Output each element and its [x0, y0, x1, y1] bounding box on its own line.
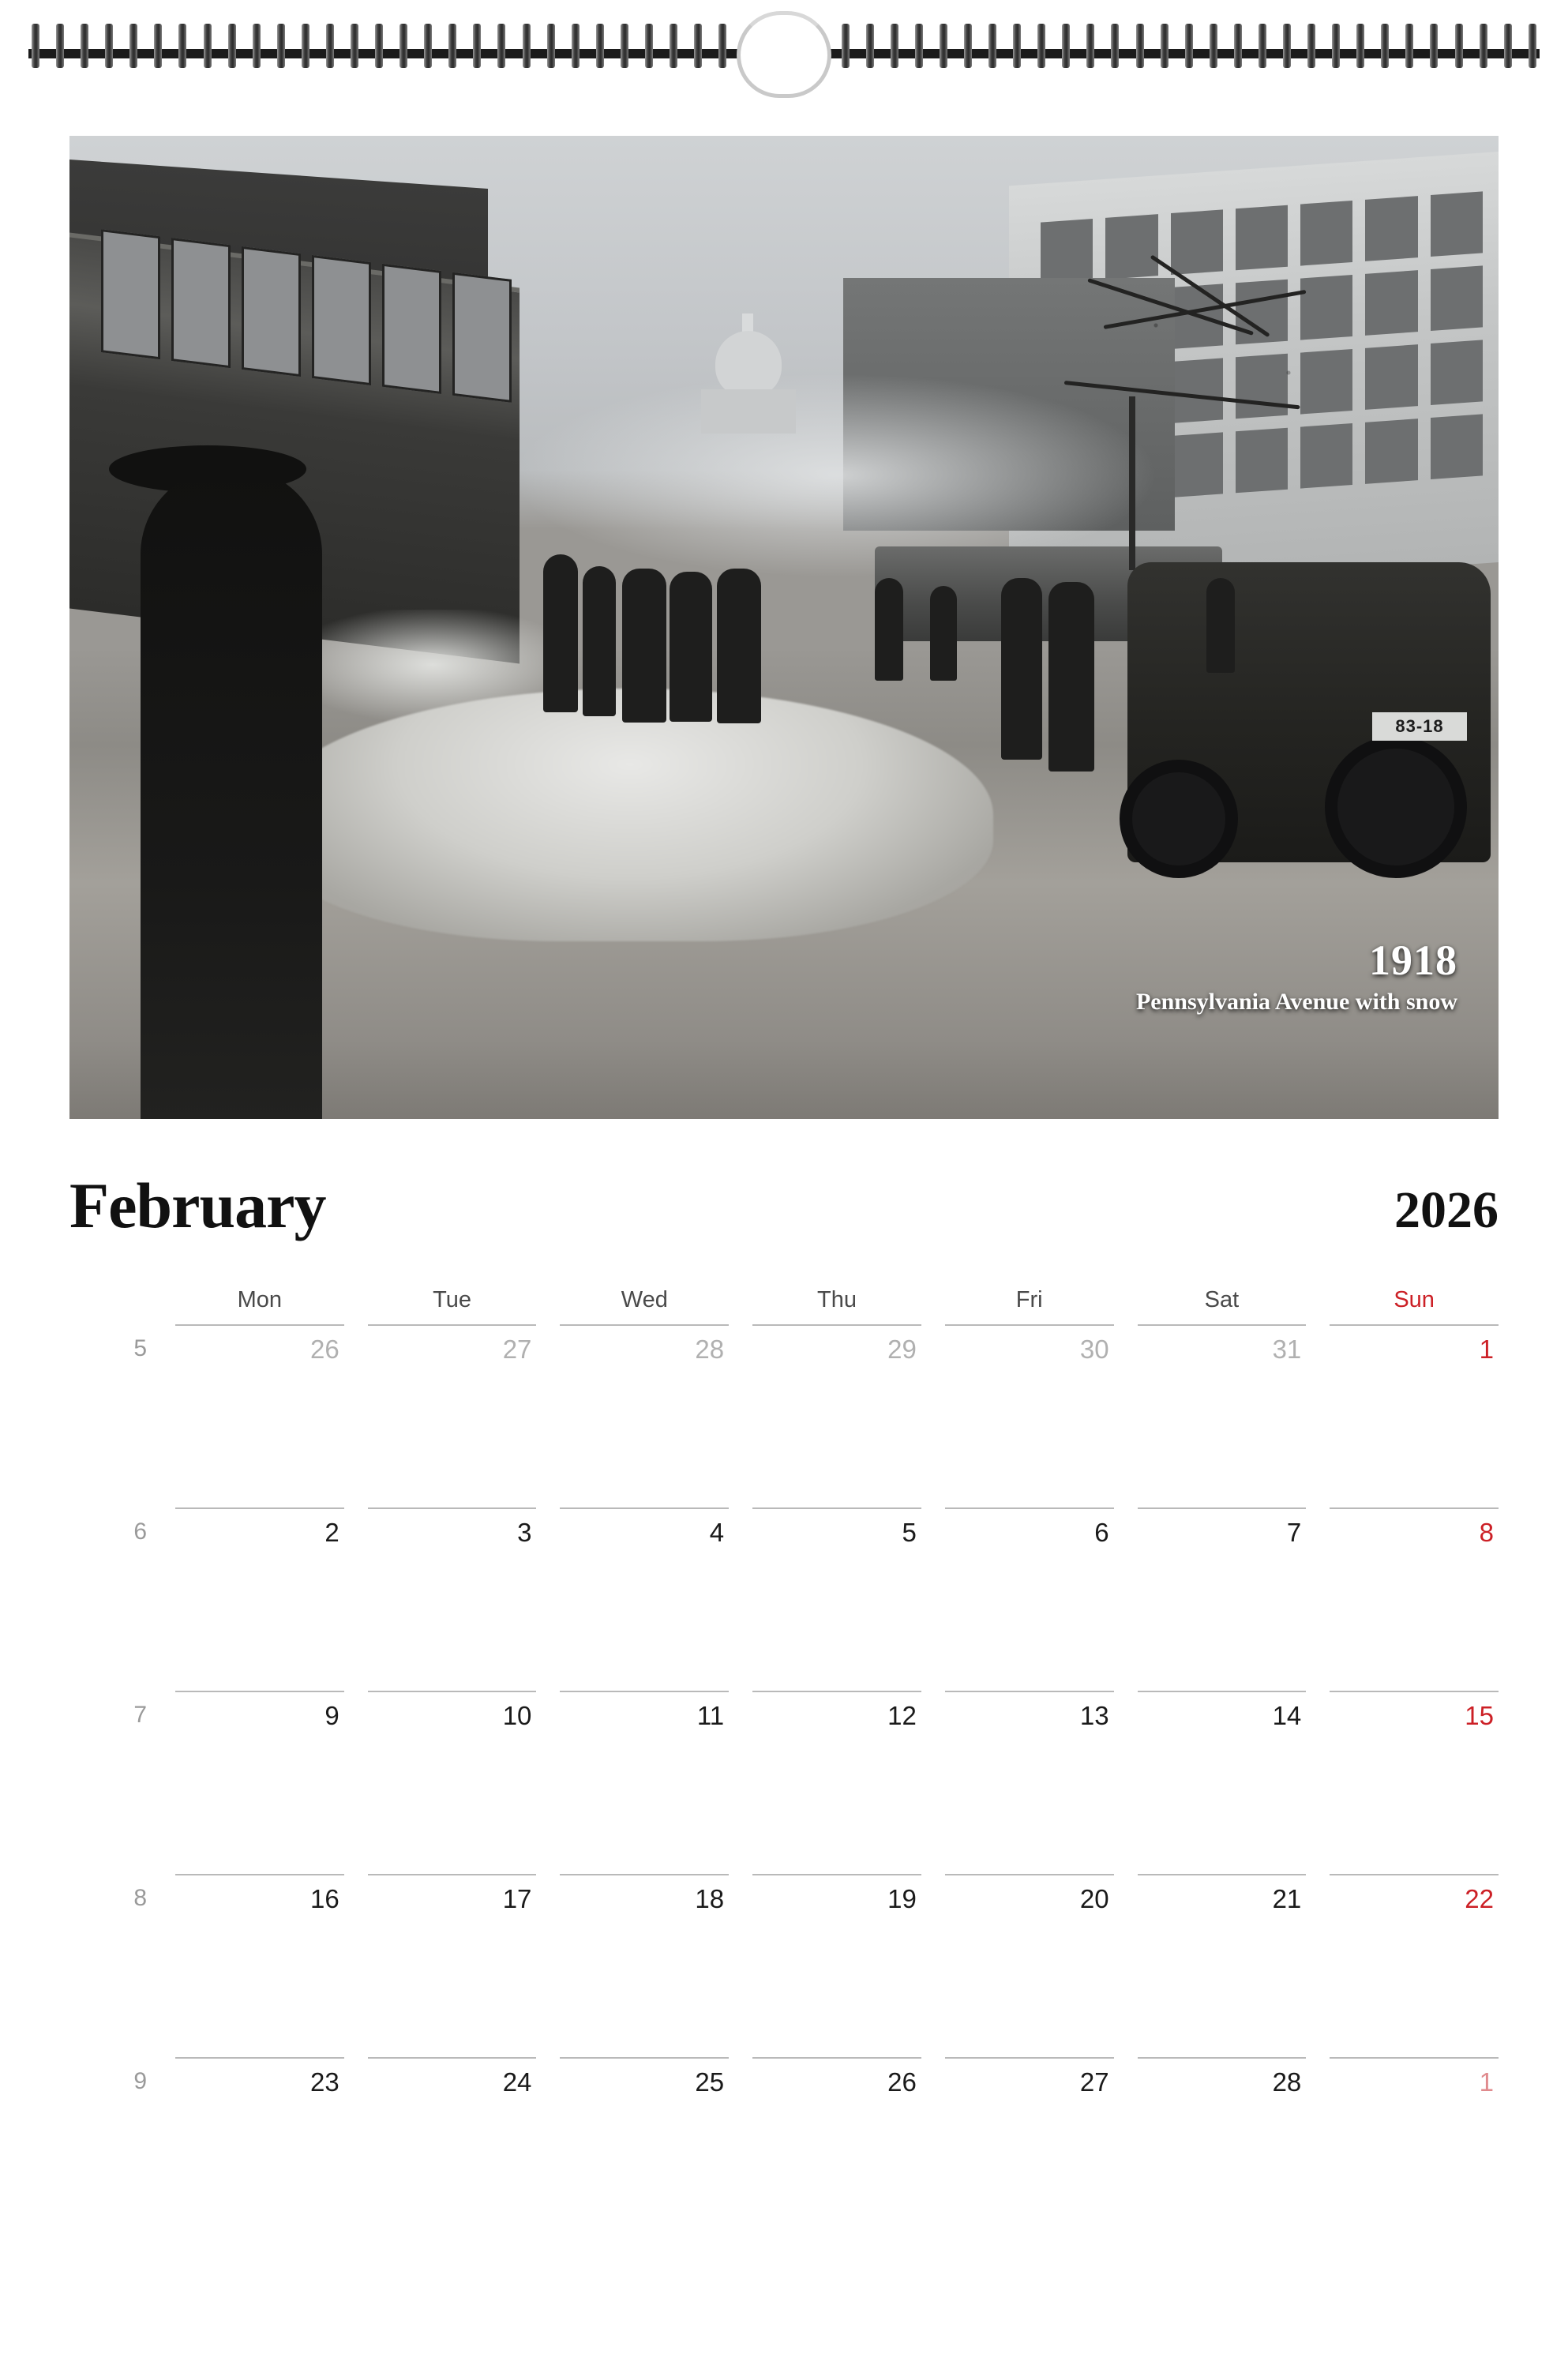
photo-pedestrian: [583, 566, 616, 716]
calendar-day-cell[interactable]: [1330, 1874, 1499, 2057]
calendar-day-cell[interactable]: [1330, 1691, 1499, 1874]
calendar-photo: [69, 136, 1499, 1119]
spiral-coil: [448, 24, 456, 68]
day-number: 28: [695, 1335, 725, 1364]
calendar-week-row: [69, 1691, 1499, 1874]
spiral-coil: [915, 24, 923, 68]
spiral-coil: [1210, 24, 1217, 68]
calendar-week-row: [69, 1507, 1499, 1691]
weekday-label-mon: Mon: [237, 1287, 283, 1312]
calendar-day-cell[interactable]: [175, 1507, 344, 1691]
spiral-coil: [694, 24, 702, 68]
photo-caption: [1136, 939, 1457, 1016]
calendar-day-cell[interactable]: [175, 2057, 344, 2240]
spiral-coil: [178, 24, 186, 68]
photo-pedestrian: [930, 586, 957, 681]
day-number: 15: [1465, 1701, 1494, 1730]
calendar-day-cell[interactable]: [945, 1507, 1114, 1691]
spiral-coil: [572, 24, 580, 68]
calendar-day-cell[interactable]: [1138, 1691, 1307, 1874]
calendar-week-row: [69, 1874, 1499, 2057]
day-number: 1: [1479, 1335, 1494, 1364]
spiral-coil: [988, 24, 996, 68]
spiral-coil: [1480, 24, 1487, 68]
photo-pedestrian: [1001, 578, 1042, 760]
day-number: 8: [1479, 1518, 1494, 1547]
spiral-coil: [621, 24, 628, 68]
spiral-coil: [1013, 24, 1021, 68]
day-number: 18: [695, 1884, 725, 1913]
photo-pedestrian: [670, 572, 712, 722]
weekday-label-tue: Tue: [433, 1287, 472, 1312]
day-number: 5: [902, 1518, 917, 1547]
week-number: 9: [133, 2068, 147, 2094]
day-number: 22: [1465, 1884, 1494, 1913]
calendar-day-cell[interactable]: [752, 1874, 921, 2057]
spiral-coil: [523, 24, 531, 68]
calendar-day-cell[interactable]: [560, 1324, 729, 1507]
spiral-coil: [1234, 24, 1242, 68]
spiral-coil: [891, 24, 898, 68]
calendar-day-cell[interactable]: [1330, 1324, 1499, 1507]
day-number: 6: [1094, 1518, 1109, 1547]
calendar-day-cell[interactable]: [560, 1874, 729, 2057]
photo-snow-pile: [267, 689, 993, 941]
photo-pedestrian: [1048, 582, 1094, 772]
spiral-coil: [375, 24, 383, 68]
photo-license-plate: 83-18: [1372, 712, 1467, 741]
spiral-coil: [424, 24, 432, 68]
photo-automobile-wheel-front: [1120, 760, 1238, 878]
calendar-day-cell[interactable]: [175, 1874, 344, 2057]
spiral-coil: [1136, 24, 1144, 68]
spiral-coil: [351, 24, 358, 68]
spiral-coil: [1381, 24, 1389, 68]
calendar-day-cell[interactable]: [1138, 1874, 1307, 2057]
calendar-day-cell[interactable]: [560, 2057, 729, 2240]
calendar-day-cell[interactable]: [1138, 1324, 1307, 1507]
week-number: 6: [133, 1519, 147, 1545]
day-number: 31: [1272, 1335, 1302, 1364]
calendar-day-cell[interactable]: [368, 1324, 537, 1507]
spiral-coil: [670, 24, 677, 68]
day-number: 3: [517, 1518, 532, 1547]
calendar-week-row: [69, 2057, 1499, 2240]
day-number: 26: [887, 2067, 917, 2097]
weekday-label-sat: Sat: [1204, 1287, 1240, 1312]
photo-pedestrian: [622, 569, 666, 723]
day-number: 26: [309, 1335, 339, 1364]
day-number: 1: [1479, 2067, 1494, 2097]
calendar-day-cell[interactable]: [368, 1691, 537, 1874]
photo-pedestrian: [875, 578, 903, 681]
photo-pedestrian: [717, 569, 761, 723]
day-number: 30: [1079, 1335, 1109, 1364]
day-number: 23: [309, 2067, 339, 2097]
calendar-day-cell[interactable]: [560, 1691, 729, 1874]
spiral-coil: [1111, 24, 1119, 68]
week-number: 5: [133, 1335, 147, 1361]
spiral-coil: [473, 24, 481, 68]
weekday-label-sun: Sun: [1394, 1287, 1435, 1312]
day-number: 17: [502, 1884, 532, 1913]
calendar-day-cell[interactable]: [752, 1691, 921, 1874]
calendar-day-cell[interactable]: [945, 1874, 1114, 2057]
day-number: 27: [1079, 2067, 1109, 2097]
photo-pedestrian: [543, 554, 578, 712]
spiral-coil: [129, 24, 137, 68]
spiral-coil: [56, 24, 64, 68]
spiral-coil: [940, 24, 947, 68]
calendar-day-cell[interactable]: [1138, 2057, 1307, 2240]
spiral-coil: [400, 24, 407, 68]
spiral-coil: [32, 24, 39, 68]
day-number: 2: [324, 1518, 339, 1547]
spiral-coil: [154, 24, 162, 68]
photo-scene: [69, 136, 1499, 1119]
photo-automobile-wheel-rear: [1325, 736, 1467, 878]
spiral-coil: [1455, 24, 1463, 68]
spiral-coil: [326, 24, 334, 68]
spiral-coil: [1161, 24, 1168, 68]
calendar-week-row: [69, 1324, 1499, 1507]
calendar-day-cell[interactable]: [945, 1324, 1114, 1507]
spiral-coil: [105, 24, 113, 68]
spiral-coil: [1185, 24, 1193, 68]
spiral-coil: [596, 24, 604, 68]
day-number: 9: [324, 1701, 339, 1730]
hanger-hook: [737, 11, 831, 98]
spiral-coil: [645, 24, 653, 68]
calendar-binding: [0, 0, 1568, 88]
calendar-day-cell[interactable]: [368, 1874, 537, 2057]
day-number: 11: [696, 1701, 725, 1730]
calendar-day-cell[interactable]: [752, 2057, 921, 2240]
calendar-day-cell[interactable]: [368, 2057, 537, 2240]
calendar-weeks: [69, 1324, 1499, 2240]
spiral-coil: [866, 24, 874, 68]
week-number-header: [69, 1287, 152, 1324]
day-number: 29: [887, 1335, 917, 1364]
week-number: 8: [133, 1885, 147, 1911]
day-number: 20: [1079, 1884, 1109, 1913]
calendar-day-cell[interactable]: [175, 1691, 344, 1874]
weekday-label-wed: Wed: [621, 1287, 668, 1312]
spiral-coil: [1405, 24, 1413, 68]
photo-year: 1918: [1369, 937, 1457, 984]
spiral-coil: [1062, 24, 1070, 68]
day-number: 25: [695, 2067, 725, 2097]
photo-title: Pennsylvania Avenue with snow: [1135, 989, 1457, 1015]
spiral-coil: [1504, 24, 1512, 68]
day-number: 19: [887, 1884, 917, 1913]
spiral-coil: [1259, 24, 1266, 68]
spiral-coil: [1037, 24, 1045, 68]
calendar-day-cell[interactable]: [560, 1507, 729, 1691]
photo-foreground-figure: [141, 467, 322, 1119]
spiral-coil: [497, 24, 505, 68]
spiral-coil: [277, 24, 285, 68]
day-number: 28: [1272, 2067, 1302, 2097]
year-label: 2026: [1394, 1181, 1499, 1239]
spiral-coil: [1086, 24, 1094, 68]
calendar-grid: [69, 1287, 1499, 2240]
calendar-day-cell[interactable]: [752, 1507, 921, 1691]
weekday-label-fri: Fri: [1015, 1287, 1043, 1312]
calendar-day-cell[interactable]: [1330, 1507, 1499, 1691]
spiral-coil: [81, 24, 88, 68]
day-number: 21: [1272, 1884, 1302, 1913]
calendar-day-cell[interactable]: [368, 1507, 537, 1691]
day-number: 4: [709, 1518, 725, 1547]
spiral-coil: [1356, 24, 1364, 68]
day-number: 12: [887, 1701, 917, 1730]
spiral-coil: [547, 24, 555, 68]
spiral-coil: [842, 24, 850, 68]
day-number: 7: [1286, 1518, 1302, 1547]
spiral-coil: [253, 24, 261, 68]
spiral-coil: [204, 24, 212, 68]
spiral-coil: [1430, 24, 1438, 68]
calendar-day-cell[interactable]: [1138, 1507, 1307, 1691]
calendar-day-cell[interactable]: [1330, 2057, 1499, 2240]
spiral-coil: [1307, 24, 1315, 68]
spiral-coil: [302, 24, 309, 68]
spiral-coil: [1332, 24, 1340, 68]
day-number: 10: [502, 1701, 532, 1730]
day-number: 14: [1272, 1701, 1302, 1730]
weekday-label-thu: Thu: [817, 1287, 857, 1312]
spiral-coil: [228, 24, 236, 68]
calendar-day-cell[interactable]: [945, 2057, 1114, 2240]
day-number: 24: [502, 2067, 532, 2097]
photo-pedestrian: [1206, 578, 1235, 673]
day-number: 27: [502, 1335, 532, 1364]
calendar-day-cell[interactable]: [752, 1324, 921, 1507]
day-number: 16: [309, 1884, 339, 1913]
weekday-header-row: [69, 1287, 1499, 1324]
spiral-coil: [1283, 24, 1291, 68]
spiral-coil: [964, 24, 972, 68]
week-number: 7: [133, 1702, 147, 1728]
photo-bare-trees: [1056, 231, 1388, 467]
month-header: [69, 1169, 1499, 1243]
month-name: February: [69, 1169, 326, 1241]
spiral-coil: [1529, 24, 1536, 68]
spiral-coil: [718, 24, 726, 68]
photo-street-lamp: [1129, 396, 1135, 570]
day-number: 13: [1079, 1701, 1109, 1730]
calendar-day-cell[interactable]: [945, 1691, 1114, 1874]
calendar-day-cell[interactable]: [175, 1324, 344, 1507]
photo-capitol-dome: [701, 313, 796, 432]
